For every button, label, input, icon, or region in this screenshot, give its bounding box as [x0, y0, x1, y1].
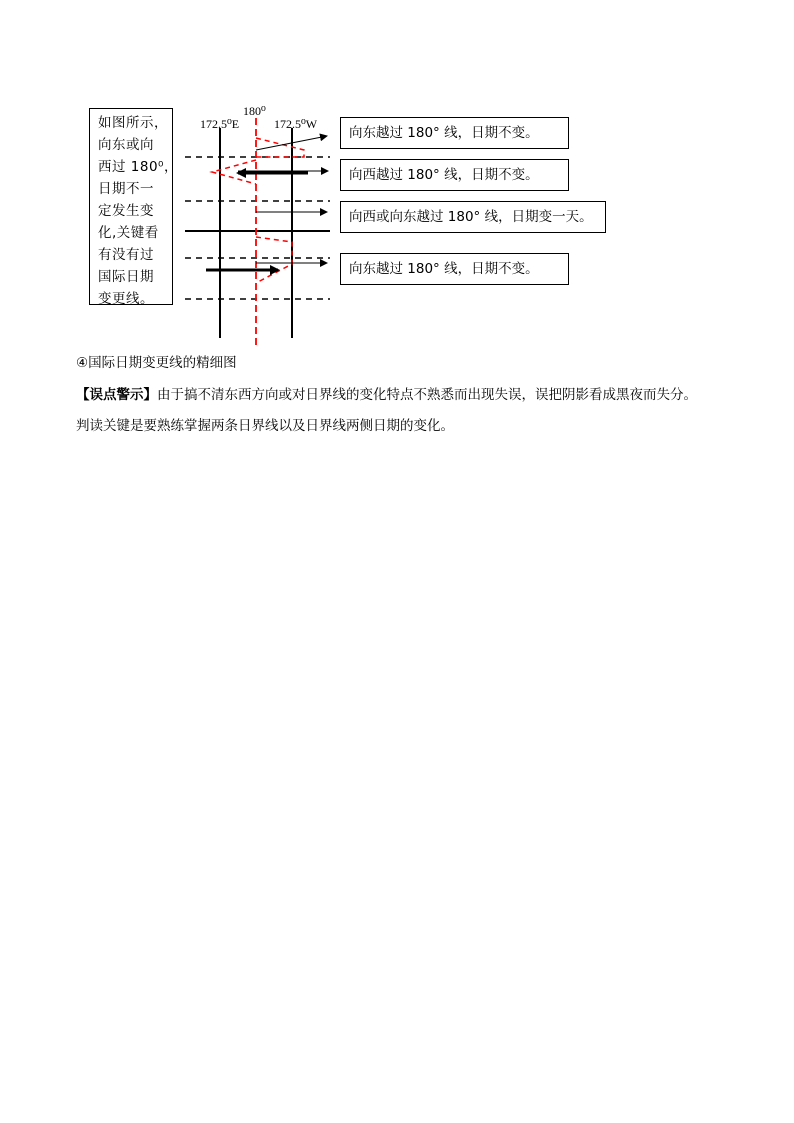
note-line: 变更线。 — [98, 291, 154, 307]
dateline-bulge-east-2 — [256, 237, 292, 283]
label-172-5-e: 172.5⁰E — [200, 117, 240, 131]
warning-title: 【误点警示】 — [76, 387, 157, 403]
figure-caption: ④国际日期变更线的精细图 — [76, 355, 237, 371]
note-line: 有没有过 — [98, 247, 154, 263]
note-line: 日期不一 — [98, 181, 154, 197]
note-box — [89, 108, 178, 307]
warning-paragraph — [76, 386, 697, 404]
note-line: 定发生变 — [98, 203, 154, 219]
conclusion-paragraph: 判读关键是要熟练掌握两条日界线以及日界线两侧日期的变化。 — [76, 418, 454, 434]
dateline-bulge-east-1 — [256, 138, 304, 157]
warning-text: 由于搞不清东西方向或对日界线的变化特点不熟悉而出现失误，误把阴影看成黑夜而失分。 — [157, 387, 697, 403]
note-line: 西过 180⁰， — [98, 159, 178, 175]
label-172-5-w: 172.5⁰W — [274, 117, 318, 131]
label-box-2: 向西越过 180° 线，日期不变。 — [340, 159, 569, 191]
label-box-4: 向东越过 180° 线，日期不变。 — [340, 253, 569, 285]
note-line: 国际日期 — [98, 269, 154, 285]
label-box-3: 向西或向东越过 180° 线，日期变一天。 — [340, 201, 606, 233]
label-180: 180⁰ — [243, 104, 266, 118]
label-box-1: 向东越过 180° 线，日期不变。 — [340, 117, 569, 149]
note-line: 向东或向 — [98, 137, 154, 153]
note-line: 化,关键看 — [98, 225, 159, 241]
note-line: 如图所示， — [98, 115, 168, 131]
